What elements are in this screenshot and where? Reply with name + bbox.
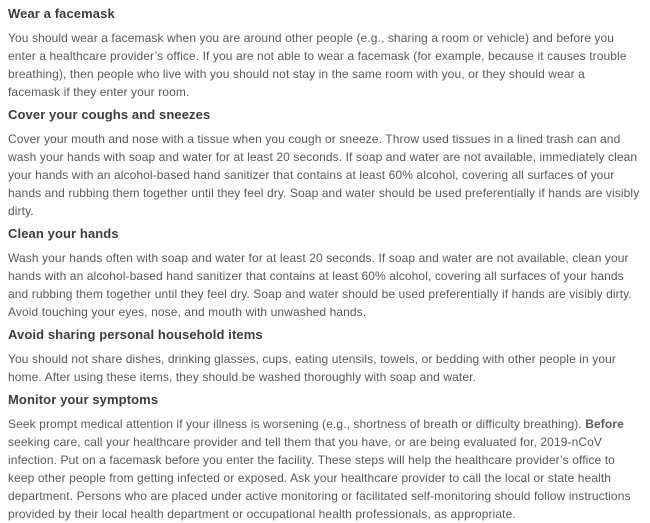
body-text-post: seeking care, call your healthcare provider and tell them that you have, or are being evaluated for, 2019-nCoV infection. Put on a facemask before you enter the facility. These steps will help the healthcare provider’s office to keep other people from getting infected or exposed. Ask your healthcare provider to call the local or state health department. Persons who are placed under active monitoring or facilitated self-monitoring should follow instructions provided by their local health department or occupational health professionals, as appropriate. bbox=[8, 435, 631, 521]
section-body: Cover your mouth and nose with a tissue when you cough or sneeze. Throw used tissues in a lined trash can and wash your hands with soap and water for at least 20 seconds. If soap and water are not available, immediately clean your hands with an alcohol-based hand sanitizer that contains at least 60% alcohol, covering all surfaces of your hands and rubbing them together until they feel dry. Soap and water should be used preferentially if hands are visibly dirty. bbox=[8, 132, 640, 218]
section-cover-your-coughs-and-sneezes bbox=[8, 108, 640, 220]
section-heading: Avoid sharing personal household items bbox=[8, 327, 263, 342]
section-clean-your-hands bbox=[8, 227, 640, 321]
section-body: You should wear a facemask when you are around other people (e.g., sharing a room or vehicle) and before you enter a healthcare provider’s office. If you are not able to wear a facemask (for example, because it causes trouble breathing), then people who live with you should not stay in the same room with you, or they should wear a facemask if they enter your room. bbox=[8, 31, 627, 99]
body-text-bold: Before bbox=[585, 417, 624, 431]
section-heading: Wear a facemask bbox=[8, 6, 115, 21]
section-body: You should not share dishes, drinking glasses, cups, eating utensils, towels, or bedding with other people in your home. After using these items, they should be washed thoroughly with soap and water. bbox=[8, 352, 616, 384]
section-body: Wash your hands often with soap and water for at least 20 seconds. If soap and water are not available, clean your hands with an alcohol-based hand sanitizer that contains at least 60% alcohol, covering all surfaces of your hands and rubbing them together until they feel dry. Soap and water should be used preferentially if hands are visibly dirty. Avoid touching your eyes, nose, and mouth with unwashed hands. bbox=[8, 251, 632, 319]
body-text-pre: Seek prompt medical attention if your illness is worsening (e.g., shortness of breath or difficulty breathing). bbox=[8, 417, 586, 431]
section-heading: Monitor your symptoms bbox=[8, 392, 159, 407]
section-avoid-sharing-personal-household-items bbox=[8, 328, 640, 386]
section-heading: Cover your coughs and sneezes bbox=[8, 107, 211, 122]
section-monitor-your-symptoms bbox=[8, 393, 640, 523]
section-heading: Clean your hands bbox=[8, 226, 119, 241]
section-wear-a-facemask bbox=[8, 7, 640, 101]
